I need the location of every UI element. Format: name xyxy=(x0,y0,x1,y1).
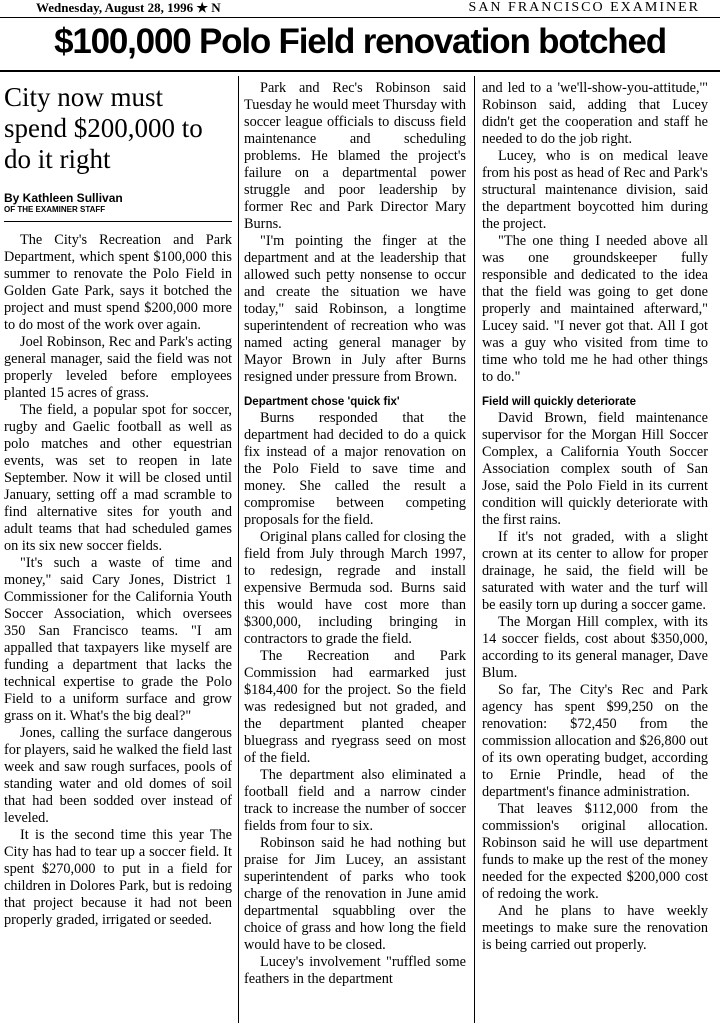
byline-staff: OF THE EXAMINER STAFF xyxy=(4,205,232,222)
column-divider-2 xyxy=(474,76,475,1023)
subheading: Field will quickly deteriorate xyxy=(482,396,637,408)
paragraph: David Brown, field maintenance supervisor for the Morgan Hill Soccer Complex, a California Youth Soccer Association complex south of San Jose, said the Polo Field in its current condition will quickly deteriorate with the first rains. xyxy=(482,410,708,528)
paragraph: "The one thing I needed above all was one groundskeeper fully responsible and dedicated to the idea that the field was going to get done properly and maintained afterward," Lucey said. "I never got that. All I got was a guy who visited from time to time who told me he had other things to do." xyxy=(482,233,708,385)
headline: $100,000 Polo Field renovation botched xyxy=(54,22,666,61)
article-column-2 xyxy=(244,80,466,988)
paragraph: Lucey, who is on medical leave from his post as head of Rec and Park's structural maintenance division, said the department boycotted him during the project. xyxy=(482,148,708,232)
newspaper-name: SAN FRANCISCO EXAMINER xyxy=(468,0,700,15)
paragraph: and led to a 'we'll-show-you-attitude,'" Robinson said, adding that Lucey didn't get the cooperation and staff he needed to do the job right. xyxy=(482,80,708,147)
paragraph: The field, a popular spot for soccer, rugby and Gaelic football as well as polo matches and other equestrian events, was set to reopen in late September. Now it will be closed until January, setting off a mad scramble to find alternative sites for youth and adult teams that had scheduled games on its six new soccer fields. xyxy=(4,402,232,554)
kicker-headline: City now must spend $200,000 to do it right xyxy=(4,82,203,174)
paragraph: Jones, calling the surface dangerous for players, said he walked the field last week and saw rough surfaces, pools of standing water and old domes of soil that had been sodded over instead of leveled. xyxy=(4,725,232,826)
article-column-3 xyxy=(482,80,708,954)
article-column-1 xyxy=(4,76,232,929)
paragraph: "It's such a waste of time and money," said Cary Jones, District 1 Commissioner for the California Youth Soccer Association, which oversees 350 San Francisco teams. "I am appalled that taxpayers like myself are funding a department that lacks the technical expertise to grade the Polo Field to a uniform surface and grow grass on it. What's the big deal?" xyxy=(4,555,232,724)
subheading: Department chose 'quick fix' xyxy=(244,396,400,408)
column-divider-1 xyxy=(238,76,239,1023)
headline-rule xyxy=(0,70,720,72)
paragraph: Robinson said he had nothing but praise for Jim Lucey, an assistant superintendent of parks who took charge of the renovation in June amid departmental squabbling over the choice of grass and how long the field would have to be closed. xyxy=(244,835,466,953)
paragraph: And he plans to have weekly meetings to make sure the renovation is being carried out properly. xyxy=(482,903,708,953)
paragraph: Joel Robinson, Rec and Park's acting general manager, said the field was not properly leveled before employees planted 15 acres of grass. xyxy=(4,334,232,401)
paragraph: If it's not graded, with a slight crown at its center to allow for proper drainage, he said, the field will be saturated with water and the turf will be easily torn up during a soccer game. xyxy=(482,529,708,613)
issue-date: Wednesday, August 28, 1996 ★ N xyxy=(36,0,221,15)
paragraph: The Recreation and Park Commission had earmarked just $184,400 for the project. So the field was redesigned but not graded, and the department planted cheaper bluegrass and ryegrass seed on most of the field. xyxy=(244,648,466,766)
paragraph: "I'm pointing the finger at the department and at the leadership that allowed such petty nonsense to occur and create the situation we have today," said Robinson, a longtime superintendent of recreation who was named acting general manager by Mayor Brown in July after Burns resigned under pressure from Brown. xyxy=(244,233,466,385)
top-rule xyxy=(0,17,720,18)
paragraph: The department also eliminated a football field and a narrow cinder track to increase the number of soccer fields from four to six. xyxy=(244,767,466,834)
paragraph: The City's Recreation and Park Department, which spent $100,000 this summer to renovate the Polo Field in Golden Gate Park, says it botched the project and must spend $200,000 more to do most of the work over again. xyxy=(4,232,232,333)
paragraph: Original plans called for closing the field from July through March 1997, to redesign, regrade and install expensive Bermuda sod. Burns said this would have cost more than $300,000, including bringing in contractors to grade the field. xyxy=(244,529,466,647)
paragraph: Park and Rec's Robinson said Tuesday he would meet Thursday with soccer league officials to discuss field maintenance and scheduling problems. He blamed the project's failure on a departmental power struggle and poor leadership by former Rec and Park Director Mary Burns. xyxy=(244,80,466,232)
paragraph: So far, The City's Rec and Park agency has spent $99,250 on the renovation: $72,450 from the commission allocation and $26,800 out of its own operating budget, according to Ernie Prindle, head of the department's finance administration. xyxy=(482,682,708,800)
dateline xyxy=(36,0,700,16)
paragraph: Lucey's involvement "ruffled some feathers in the department xyxy=(244,954,466,987)
paragraph: Burns responded that the department had decided to do a quick fix instead of a major renovation on the Polo Field to save time and money. She called the result a compromise between competing proposals for the field. xyxy=(244,410,466,528)
paragraph: That leaves $112,000 from the commission's original allocation. Robinson said he will use department funds to make up the rest of the money needed for the expected $200,000 cost of redoing the work. xyxy=(482,801,708,902)
paragraph: It is the second time this year The City has had to tear up a soccer field. It spent $270,000 to put in a field for children in Dolores Park, but is redoing that project because it had not been properly graded, irrigated or seeded. xyxy=(4,827,232,928)
paragraph: The Morgan Hill complex, with its 14 soccer fields, cost about $350,000, according to its general manager, Dave Blum. xyxy=(482,614,708,681)
byline: By Kathleen Sullivan xyxy=(4,191,123,205)
